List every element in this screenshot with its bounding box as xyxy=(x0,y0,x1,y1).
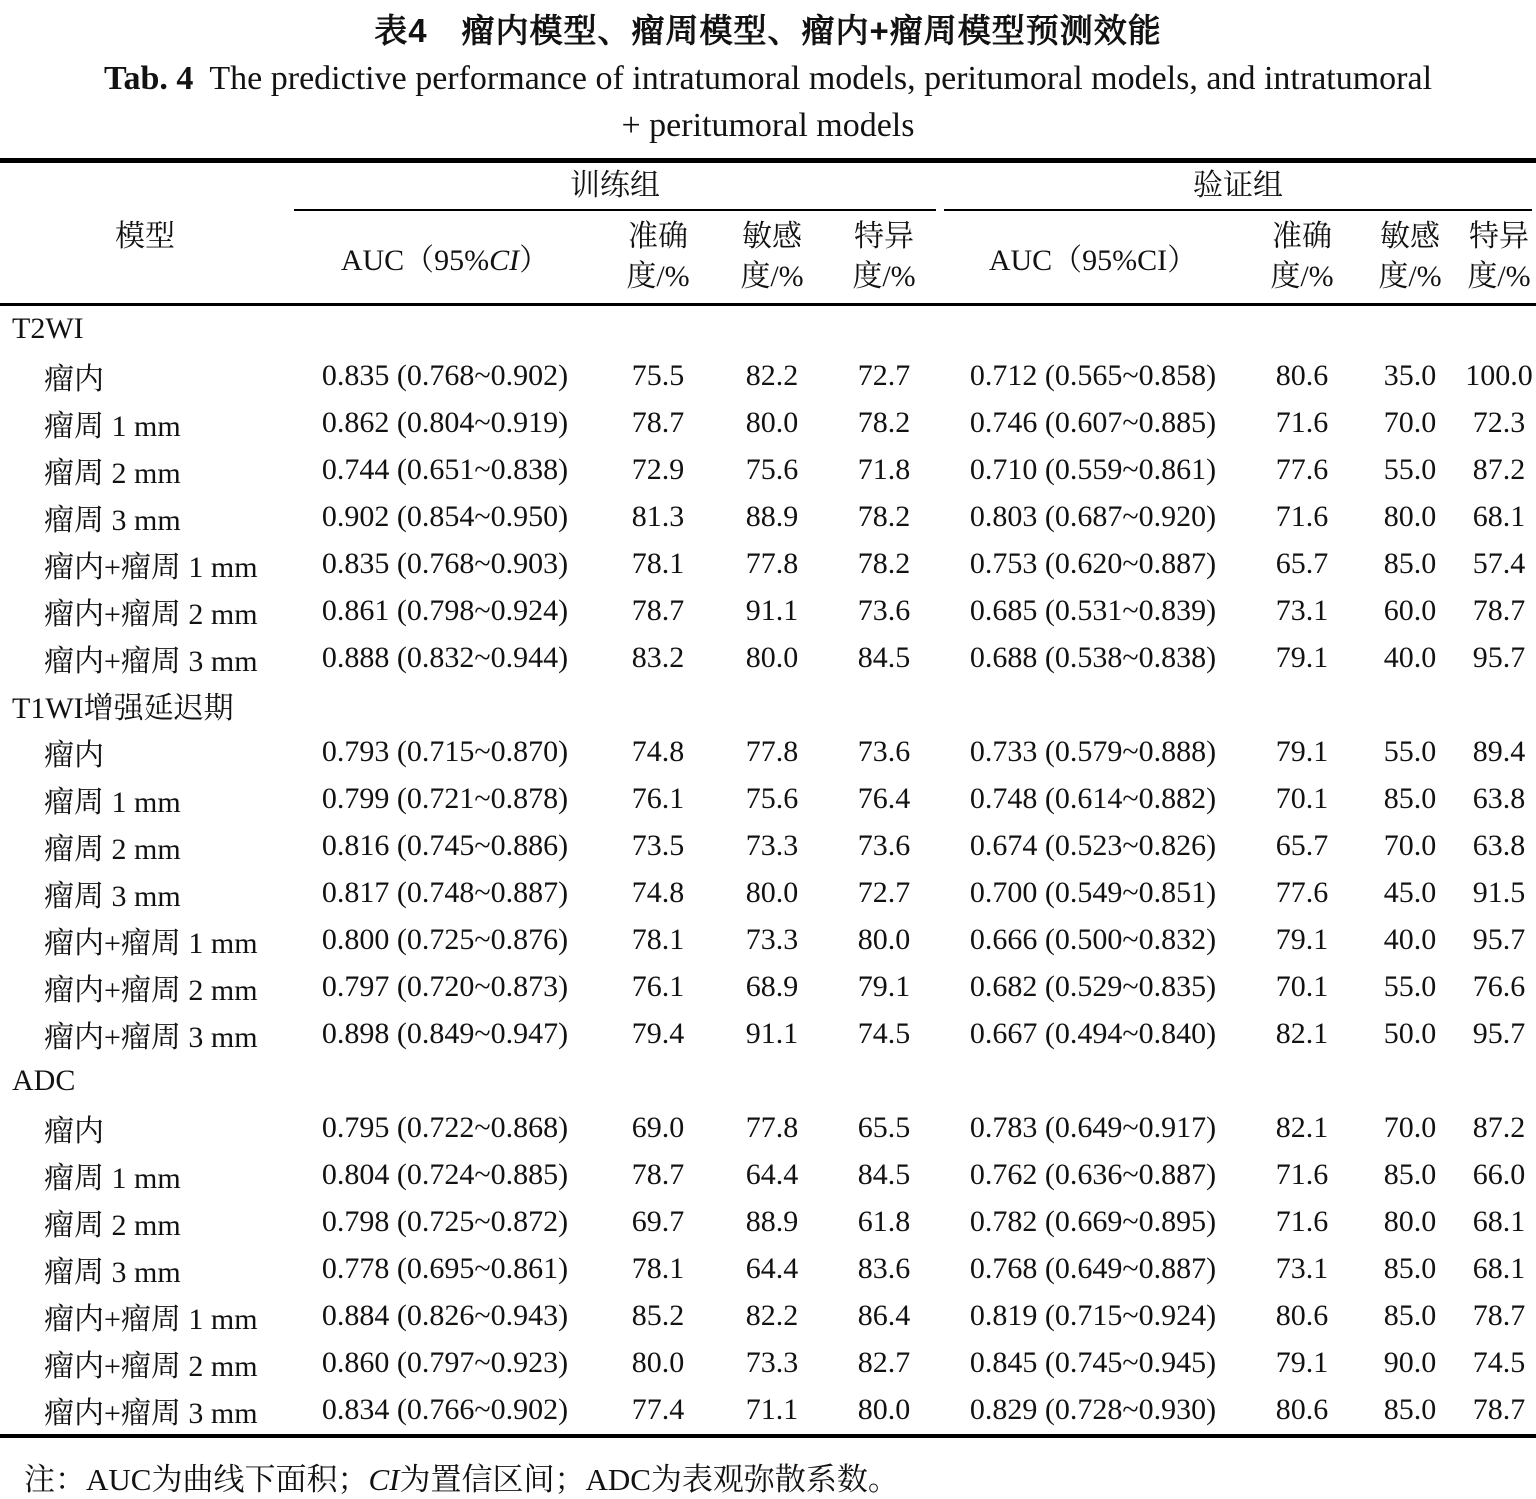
specificity-training-cell: 72.7 xyxy=(857,876,911,910)
specificity-validation-cell: 63.8 xyxy=(1472,829,1526,863)
accuracy-training-cell: 75.5 xyxy=(631,359,685,393)
accuracy-training-cell: 81.3 xyxy=(631,500,685,534)
accuracy-validation-cell: 77.6 xyxy=(1275,453,1329,487)
sensitivity-validation-cell: 60.0 xyxy=(1383,594,1437,628)
accuracy-training-cell: 78.7 xyxy=(631,406,685,440)
accuracy-training-cell: 85.2 xyxy=(631,1299,685,1333)
specificity-validation-cell: 66.0 xyxy=(1472,1158,1526,1192)
sensitivity-validation-cell: 85.0 xyxy=(1383,547,1437,581)
row-label: 瘤内 xyxy=(44,1115,104,1149)
table-row xyxy=(0,1011,1536,1058)
sensitivity-validation-cell: 70.0 xyxy=(1383,829,1437,863)
specificity-validation-cell: 76.6 xyxy=(1472,970,1526,1004)
specificity-validation-cell: 68.1 xyxy=(1472,1252,1526,1286)
auc-training-cell: 0.888 (0.832~0.944) xyxy=(321,641,569,675)
table-row xyxy=(0,1199,1536,1246)
specificity-validation-cell: 95.7 xyxy=(1472,1017,1526,1051)
table-row xyxy=(0,353,1536,400)
sensitivity-training-cell: 64.4 xyxy=(745,1158,799,1192)
row-label: 瘤周 3 mm xyxy=(44,504,181,538)
col-header-accuracy-validation: 准确 度/% xyxy=(1246,211,1358,305)
specificity-training-cell: 78.2 xyxy=(857,547,911,581)
auc-validation-cell: 0.688 (0.538~0.838) xyxy=(969,641,1217,675)
auc-training-cell: 0.835 (0.768~0.903) xyxy=(321,547,569,581)
note-ci-italic: CI xyxy=(368,1461,400,1497)
section-row xyxy=(0,304,1536,353)
auc-training-cell: 0.862 (0.804~0.919) xyxy=(321,406,569,440)
auc-training-cell: 0.804 (0.724~0.885) xyxy=(321,1158,569,1192)
section-row xyxy=(0,1058,1536,1105)
table-note xyxy=(0,1454,1536,1499)
accuracy-training-cell: 79.4 xyxy=(631,1017,685,1051)
sensitivity-validation-cell: 40.0 xyxy=(1383,641,1437,675)
sensitivity-validation-cell: 70.0 xyxy=(1383,1111,1437,1145)
table-title-en xyxy=(0,56,1536,150)
auc-validation-cell: 0.748 (0.614~0.882) xyxy=(969,782,1217,816)
section-row xyxy=(0,682,1536,729)
col-header-sensitivity-training: 敏感 度/% xyxy=(716,211,828,305)
sensitivity-validation-cell: 45.0 xyxy=(1383,876,1437,910)
accuracy-validation-cell: 77.6 xyxy=(1275,876,1329,910)
specificity-training-cell: 79.1 xyxy=(857,970,911,1004)
specificity-training-cell: 78.2 xyxy=(857,406,911,440)
table-row xyxy=(0,1293,1536,1340)
accuracy-training-cell: 69.0 xyxy=(631,1111,685,1145)
row-label: 瘤周 3 mm xyxy=(44,1256,181,1290)
table-row xyxy=(0,729,1536,776)
training-group-label: 训练组 xyxy=(294,163,936,211)
sensitivity-training-cell: 88.9 xyxy=(745,500,799,534)
accuracy-validation-cell: 79.1 xyxy=(1275,735,1329,769)
col-header-model: 模型 xyxy=(0,160,290,304)
auc-training-cell: 0.797 (0.720~0.873) xyxy=(321,970,569,1004)
auc-validation-cell: 0.667 (0.494~0.840) xyxy=(969,1017,1217,1051)
sensitivity-training-cell: 73.3 xyxy=(745,1346,799,1380)
specificity-training-cell: 80.0 xyxy=(857,923,911,957)
specificity-validation-cell: 78.7 xyxy=(1472,1299,1526,1333)
accuracy-training-cell: 74.8 xyxy=(631,876,685,910)
auc-validation-cell: 0.819 (0.715~0.924) xyxy=(969,1299,1217,1333)
auc-validation-cell: 0.710 (0.559~0.861) xyxy=(969,453,1217,487)
accuracy-validation-cell: 71.6 xyxy=(1275,406,1329,440)
sensitivity-training-cell: 75.6 xyxy=(745,782,799,816)
sensitivity-training-cell: 77.8 xyxy=(745,547,799,581)
sensitivity-training-cell: 80.0 xyxy=(745,641,799,675)
table-row xyxy=(0,400,1536,447)
sensitivity-training-cell: 77.8 xyxy=(745,735,799,769)
accuracy-validation-cell: 80.6 xyxy=(1275,1299,1329,1333)
accuracy-validation-cell: 79.1 xyxy=(1275,641,1329,675)
sensitivity-training-cell: 75.6 xyxy=(745,453,799,487)
accuracy-training-cell: 78.7 xyxy=(631,594,685,628)
row-label: 瘤内 xyxy=(44,739,104,773)
table-caption xyxy=(0,0,1536,150)
accuracy-training-cell: 76.1 xyxy=(631,782,685,816)
row-label: 瘤内+瘤周 2 mm xyxy=(44,974,258,1008)
auc-training-cell: 0.817 (0.748~0.887) xyxy=(321,876,569,910)
row-label: 瘤周 2 mm xyxy=(44,833,181,867)
accuracy-training-cell: 76.1 xyxy=(631,970,685,1004)
accuracy-validation-cell: 65.7 xyxy=(1275,829,1329,863)
accuracy-training-cell: 69.7 xyxy=(631,1205,685,1239)
col-header-auc-training: AUC（95%CI） xyxy=(290,211,600,305)
specificity-validation-cell: 68.1 xyxy=(1472,500,1526,534)
sensitivity-training-cell: 82.2 xyxy=(745,1299,799,1333)
sensitivity-training-cell: 64.4 xyxy=(745,1252,799,1286)
sensitivity-validation-cell: 70.0 xyxy=(1383,406,1437,440)
col-header-sensitivity-validation: 敏感 度/% xyxy=(1358,211,1462,305)
row-label: 瘤内+瘤周 3 mm xyxy=(44,1397,258,1431)
row-label: 瘤内 xyxy=(44,363,104,397)
sensitivity-validation-cell: 55.0 xyxy=(1383,735,1437,769)
row-label: 瘤内+瘤周 1 mm xyxy=(44,551,258,585)
auc-training-cell: 0.834 (0.766~0.902) xyxy=(321,1393,569,1427)
table-body xyxy=(0,304,1536,1436)
auc-training-cell: 0.795 (0.722~0.868) xyxy=(321,1111,569,1145)
auc-validation-cell: 0.746 (0.607~0.885) xyxy=(969,406,1217,440)
accuracy-training-cell: 77.4 xyxy=(631,1393,685,1427)
specificity-validation-cell: 78.7 xyxy=(1472,594,1526,628)
table-header xyxy=(0,160,1536,304)
auc-training-cell: 0.793 (0.715~0.870) xyxy=(321,735,569,769)
table-row xyxy=(0,776,1536,823)
accuracy-validation-cell: 70.1 xyxy=(1275,970,1329,1004)
table-row xyxy=(0,588,1536,635)
accuracy-validation-cell: 73.1 xyxy=(1275,1252,1329,1286)
accuracy-training-cell: 78.7 xyxy=(631,1158,685,1192)
sensitivity-validation-cell: 85.0 xyxy=(1383,1393,1437,1427)
section-label: ADC xyxy=(12,1064,76,1098)
specificity-validation-cell: 68.1 xyxy=(1472,1205,1526,1239)
auc-validation-cell: 0.700 (0.549~0.851) xyxy=(969,876,1217,910)
accuracy-training-cell: 78.1 xyxy=(631,923,685,957)
sensitivity-validation-cell: 85.0 xyxy=(1383,782,1437,816)
col-group-training xyxy=(290,160,940,211)
accuracy-validation-cell: 82.1 xyxy=(1275,1111,1329,1145)
specificity-training-cell: 84.5 xyxy=(857,641,911,675)
table-row xyxy=(0,870,1536,917)
accuracy-training-cell: 83.2 xyxy=(631,641,685,675)
table-row xyxy=(0,964,1536,1011)
accuracy-validation-cell: 79.1 xyxy=(1275,923,1329,957)
row-label: 瘤周 1 mm xyxy=(44,786,181,820)
table-title-en-line1 xyxy=(0,56,1536,103)
table-row xyxy=(0,635,1536,682)
specificity-training-cell: 84.5 xyxy=(857,1158,911,1192)
sensitivity-training-cell: 77.8 xyxy=(745,1111,799,1145)
table-title-en-line2: + peritumoral models xyxy=(621,106,915,144)
auc-validation-cell: 0.803 (0.687~0.920) xyxy=(969,500,1217,534)
auc-validation-cell: 0.712 (0.565~0.858) xyxy=(969,359,1217,393)
validation-group-label: 验证组 xyxy=(944,163,1532,211)
specificity-training-cell: 65.5 xyxy=(857,1111,911,1145)
specificity-training-cell: 61.8 xyxy=(857,1205,911,1239)
table-row xyxy=(0,1105,1536,1152)
accuracy-training-cell: 74.8 xyxy=(631,735,685,769)
row-label: 瘤周 2 mm xyxy=(44,1209,181,1243)
specificity-validation-cell: 87.2 xyxy=(1472,453,1526,487)
auc-training-cell: 0.798 (0.725~0.872) xyxy=(321,1205,569,1239)
ci-italic: CI xyxy=(489,243,520,277)
table-row xyxy=(0,1152,1536,1199)
sensitivity-validation-cell: 80.0 xyxy=(1383,500,1437,534)
sensitivity-training-cell: 68.9 xyxy=(745,970,799,1004)
col-header-accuracy-training: 准确 度/% xyxy=(600,211,716,305)
note-suffix: 为置信区间；ADC为表观弥散系数。 xyxy=(399,1461,899,1497)
specificity-training-cell: 71.8 xyxy=(857,453,911,487)
accuracy-training-cell: 72.9 xyxy=(631,453,685,487)
specificity-validation-cell: 74.5 xyxy=(1472,1346,1526,1380)
specificity-validation-cell: 89.4 xyxy=(1472,735,1526,769)
specificity-training-cell: 73.6 xyxy=(857,735,911,769)
sensitivity-validation-cell: 85.0 xyxy=(1383,1158,1437,1192)
specificity-validation-cell: 91.5 xyxy=(1472,876,1526,910)
specificity-validation-cell: 78.7 xyxy=(1472,1393,1526,1427)
specificity-validation-cell: 100.0 xyxy=(1465,359,1533,393)
auc-validation-cell: 0.685 (0.531~0.839) xyxy=(969,594,1217,628)
table-number: Tab. 4 xyxy=(103,60,194,97)
auc-validation-cell: 0.829 (0.728~0.930) xyxy=(969,1393,1217,1427)
auc-training-cell: 0.816 (0.745~0.886) xyxy=(321,829,569,863)
specificity-validation-cell: 63.8 xyxy=(1472,782,1526,816)
auc-validation-cell: 0.753 (0.620~0.887) xyxy=(969,547,1217,581)
table-row xyxy=(0,823,1536,870)
auc-validation-cell: 0.783 (0.649~0.917) xyxy=(969,1111,1217,1145)
sensitivity-training-cell: 82.2 xyxy=(745,359,799,393)
sensitivity-training-cell: 88.9 xyxy=(745,1205,799,1239)
sensitivity-validation-cell: 85.0 xyxy=(1383,1299,1437,1333)
sensitivity-validation-cell: 80.0 xyxy=(1383,1205,1437,1239)
sensitivity-training-cell: 80.0 xyxy=(745,406,799,440)
accuracy-validation-cell: 71.6 xyxy=(1275,1205,1329,1239)
specificity-training-cell: 73.6 xyxy=(857,594,911,628)
row-label: 瘤内+瘤周 1 mm xyxy=(44,927,258,961)
sensitivity-validation-cell: 35.0 xyxy=(1383,359,1437,393)
row-label: 瘤周 1 mm xyxy=(44,1162,181,1196)
auc-training-cell: 0.800 (0.725~0.876) xyxy=(321,923,569,957)
auc-validation-cell: 0.733 (0.579~0.888) xyxy=(969,735,1217,769)
specificity-training-cell: 80.0 xyxy=(857,1393,911,1427)
row-label: 瘤内+瘤周 1 mm xyxy=(44,1303,258,1337)
auc-validation-cell: 0.762 (0.636~0.887) xyxy=(969,1158,1217,1192)
table-row xyxy=(0,494,1536,541)
auc-validation-cell: 0.768 (0.649~0.887) xyxy=(969,1252,1217,1286)
sensitivity-training-cell: 80.0 xyxy=(745,876,799,910)
table-title-en-text: The predictive performance of intratumoral models, peritumoral models, and intratumoral xyxy=(209,60,1433,97)
auc-training-cell: 0.799 (0.721~0.878) xyxy=(321,782,569,816)
accuracy-training-cell: 80.0 xyxy=(631,1346,685,1380)
table-row xyxy=(0,1340,1536,1387)
col-group-validation xyxy=(940,160,1536,211)
row-label: 瘤内+瘤周 2 mm xyxy=(44,598,258,632)
accuracy-validation-cell: 80.6 xyxy=(1275,359,1329,393)
accuracy-validation-cell: 80.6 xyxy=(1275,1393,1329,1427)
auc-training-cell: 0.884 (0.826~0.943) xyxy=(321,1299,569,1333)
row-label: 瘤内+瘤周 3 mm xyxy=(44,645,258,679)
auc-validation-cell: 0.682 (0.529~0.835) xyxy=(969,970,1217,1004)
table-row xyxy=(0,1387,1536,1436)
col-header-specificity-validation: 特异 度/% xyxy=(1462,211,1536,305)
accuracy-training-cell: 78.1 xyxy=(631,1252,685,1286)
auc-training-cell: 0.898 (0.849~0.947) xyxy=(321,1017,569,1051)
auc-training-cell: 0.744 (0.651~0.838) xyxy=(321,453,569,487)
performance-table xyxy=(0,158,1536,1438)
auc-validation-cell: 0.845 (0.745~0.945) xyxy=(969,1346,1217,1380)
section-label: T2WI xyxy=(12,312,84,346)
specificity-validation-cell: 87.2 xyxy=(1472,1111,1526,1145)
sensitivity-training-cell: 73.3 xyxy=(745,923,799,957)
table-row xyxy=(0,1246,1536,1293)
sensitivity-training-cell: 71.1 xyxy=(745,1393,799,1427)
table-row xyxy=(0,541,1536,588)
accuracy-validation-cell: 70.1 xyxy=(1275,782,1329,816)
auc-training-cell: 0.860 (0.797~0.923) xyxy=(321,1346,569,1380)
auc-validation-cell: 0.666 (0.500~0.832) xyxy=(969,923,1217,957)
specificity-training-cell: 72.7 xyxy=(857,359,911,393)
specificity-training-cell: 82.7 xyxy=(857,1346,911,1380)
sensitivity-training-cell: 73.3 xyxy=(745,829,799,863)
specificity-training-cell: 76.4 xyxy=(857,782,911,816)
accuracy-training-cell: 73.5 xyxy=(631,829,685,863)
accuracy-validation-cell: 79.1 xyxy=(1275,1346,1329,1380)
specificity-training-cell: 78.2 xyxy=(857,500,911,534)
sensitivity-validation-cell: 55.0 xyxy=(1383,453,1437,487)
sensitivity-training-cell: 91.1 xyxy=(745,594,799,628)
accuracy-validation-cell: 71.6 xyxy=(1275,1158,1329,1192)
auc-validation-cell: 0.674 (0.523~0.826) xyxy=(969,829,1217,863)
auc-training-cell: 0.902 (0.854~0.950) xyxy=(321,500,569,534)
specificity-training-cell: 74.5 xyxy=(857,1017,911,1051)
row-label: 瘤周 2 mm xyxy=(44,457,181,491)
note-prefix: 注：AUC为曲线下面积； xyxy=(24,1461,369,1497)
sensitivity-validation-cell: 85.0 xyxy=(1383,1252,1437,1286)
section-label: T1WI增强延迟期 xyxy=(12,692,234,726)
table-title-zh: 表4 瘤内模型、瘤周模型、瘤内+瘤周模型预测效能 xyxy=(374,12,1162,49)
specificity-training-cell: 86.4 xyxy=(857,1299,911,1333)
sensitivity-validation-cell: 55.0 xyxy=(1383,970,1437,1004)
accuracy-validation-cell: 82.1 xyxy=(1275,1017,1329,1051)
sensitivity-validation-cell: 90.0 xyxy=(1383,1346,1437,1380)
specificity-validation-cell: 95.7 xyxy=(1472,641,1526,675)
sensitivity-training-cell: 91.1 xyxy=(745,1017,799,1051)
auc-training-cell: 0.835 (0.768~0.902) xyxy=(321,359,569,393)
col-header-auc-validation: AUC（95%CI） xyxy=(940,211,1246,305)
sensitivity-validation-cell: 50.0 xyxy=(1383,1017,1437,1051)
table-row xyxy=(0,917,1536,964)
accuracy-training-cell: 78.1 xyxy=(631,547,685,581)
accuracy-validation-cell: 73.1 xyxy=(1275,594,1329,628)
sensitivity-validation-cell: 40.0 xyxy=(1383,923,1437,957)
col-header-specificity-training: 特异 度/% xyxy=(828,211,940,305)
table-row xyxy=(0,447,1536,494)
accuracy-validation-cell: 71.6 xyxy=(1275,500,1329,534)
auc-training-cell: 0.778 (0.695~0.861) xyxy=(321,1252,569,1286)
auc-validation-cell: 0.782 (0.669~0.895) xyxy=(969,1205,1217,1239)
specificity-training-cell: 73.6 xyxy=(857,829,911,863)
row-label: 瘤内+瘤周 3 mm xyxy=(44,1021,258,1055)
specificity-validation-cell: 95.7 xyxy=(1472,923,1526,957)
row-label: 瘤周 1 mm xyxy=(44,410,181,444)
auc-training-cell: 0.861 (0.798~0.924) xyxy=(321,594,569,628)
accuracy-validation-cell: 65.7 xyxy=(1275,547,1329,581)
specificity-validation-cell: 72.3 xyxy=(1472,406,1526,440)
specificity-training-cell: 83.6 xyxy=(857,1252,911,1286)
row-label: 瘤周 3 mm xyxy=(44,880,181,914)
specificity-validation-cell: 57.4 xyxy=(1472,547,1526,581)
row-label: 瘤内+瘤周 2 mm xyxy=(44,1350,258,1384)
